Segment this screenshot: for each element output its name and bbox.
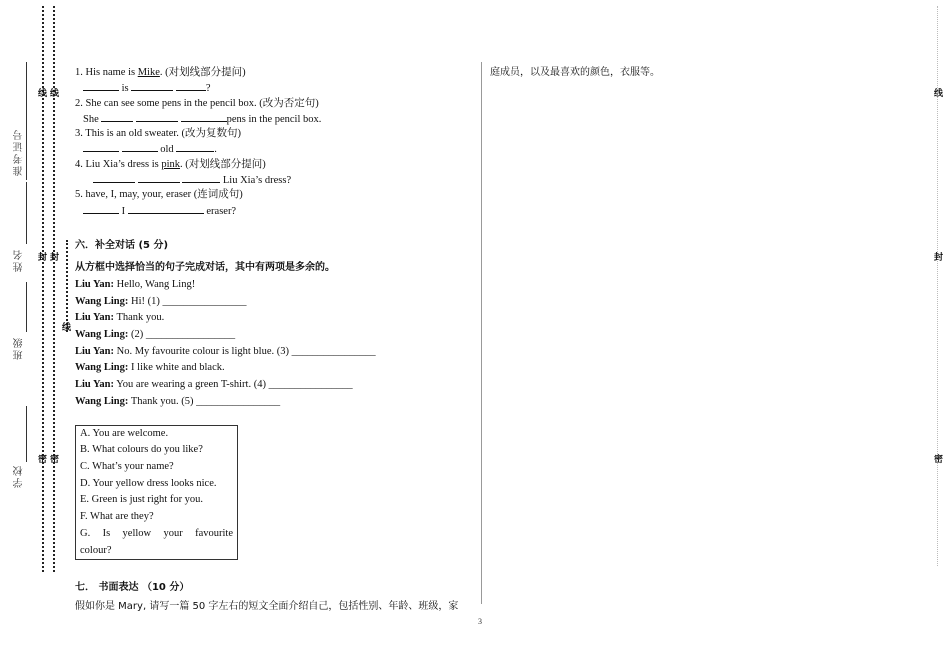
field-rule-school	[26, 406, 27, 462]
section-7-title: 七． 书面表达 （10 分）	[75, 582, 190, 594]
section-7-prompt-cont: 庭成员，以及最喜欢的颜色，衣服等。	[490, 67, 660, 78]
blank[interactable]	[83, 141, 119, 152]
question-4: 4. Liu Xia’s dress is pink. (对划线部分提问)	[75, 158, 266, 170]
underlined-target: Mike	[137, 67, 160, 78]
right-column	[490, 66, 890, 80]
dialog-line: Liu Yan: Thank you.	[75, 312, 165, 324]
option-c: C. What’s your name?	[80, 461, 174, 472]
seal-mark-secret-left: 密	[37, 454, 47, 463]
question-5: 5. have, I, may, your, eraser (连词成句)	[75, 189, 243, 201]
left-column	[75, 66, 475, 615]
blank[interactable]	[176, 141, 214, 152]
dialog	[75, 277, 475, 411]
binding-line-inner2	[66, 240, 68, 332]
option-g-cont: colour?	[80, 544, 112, 556]
option-g: G. Is yellow your favourite	[80, 527, 233, 539]
seal-mark-secret-left2: 密	[49, 454, 59, 463]
option-f: F. What are they?	[80, 511, 154, 523]
answer-line-4: Liu Xia’s dress?	[75, 172, 475, 188]
blank[interactable]	[83, 80, 119, 91]
dialog-line: Wang Ling: Hi! (1) ________________	[75, 295, 247, 307]
column-divider	[481, 62, 482, 604]
question-1: 1. His name is Mike. (对划线部分提问)	[75, 67, 246, 78]
blank[interactable]	[176, 80, 206, 91]
option-e: E. Green is just right for you.	[80, 494, 204, 506]
options-box	[75, 425, 238, 561]
page-number: 3	[478, 617, 482, 626]
answer-line-2: She pens in the pencil box.	[75, 111, 475, 127]
answer-line-5: I eraser?	[75, 203, 475, 219]
seal-mark-line-inner: 线	[61, 322, 71, 331]
blank[interactable]	[128, 203, 204, 214]
label-name: 姓名	[14, 248, 25, 272]
dialog-line: Wang Ling: (2) _________________	[75, 329, 236, 341]
blank[interactable]	[122, 141, 158, 152]
section-6-instruction: 从方框中选择恰当的句子完成对话，其中有两项是多余的。	[75, 261, 335, 273]
underlined-target: pink	[161, 158, 180, 170]
dialog-line: Liu Yan: You are wearing a green T-shirt. (4) ________________	[75, 379, 353, 391]
dialog-line: Wang Ling: I like white and black.	[75, 362, 225, 374]
blank[interactable]	[131, 80, 173, 91]
answer-line-3: old .	[75, 141, 475, 157]
section-7-prompt: 假如你是 Mary, 请写一篇 50 字左右的短文全面介绍自己，包括性别、年龄、班级，家	[75, 601, 459, 613]
section-6-title: 六．补全对话 (5 分)	[75, 239, 169, 251]
option-a: A. You are welcome.	[80, 427, 169, 439]
blank[interactable]	[182, 172, 220, 183]
seal-mark-seal-left: 封	[37, 252, 47, 261]
answer-line-1: is ?	[75, 80, 475, 96]
dialog-line: Wang Ling: Thank you. (5) ________________	[75, 395, 281, 407]
option-b: B. What colours do you like?	[80, 444, 203, 456]
label-exam-id: 准考证号	[14, 128, 25, 176]
seal-mark-line-left: 线	[37, 88, 47, 97]
question-3: 3. This is an old sweater. (改为复数句)	[75, 128, 242, 140]
label-school: 学校	[14, 464, 25, 488]
field-rule-class	[26, 282, 27, 332]
blank[interactable]	[136, 111, 178, 122]
blank[interactable]	[101, 111, 133, 122]
blank[interactable]	[83, 203, 119, 214]
question-2: 2. She can see some pens in the pencil box. (改为否定句)	[75, 97, 319, 109]
blank[interactable]	[93, 172, 135, 183]
seal-mark-seal-left2: 封	[49, 252, 59, 261]
seal-mark-line-right: 线	[933, 88, 943, 97]
seal-mark-line-left2: 线	[49, 88, 59, 97]
blank[interactable]	[181, 111, 227, 122]
seal-mark-seal-right: 封	[933, 252, 943, 261]
option-d: D. Your yellow dress looks nice.	[80, 477, 217, 489]
seal-mark-secret-right: 密	[933, 454, 943, 463]
dialog-line: Liu Yan: No. My favourite colour is light blue. (3) ________________	[75, 345, 376, 357]
blank[interactable]	[138, 172, 180, 183]
dialog-line: Liu Yan: Hello, Wang Ling!	[75, 278, 196, 290]
field-rule-name	[26, 182, 27, 244]
label-class: 班级	[14, 336, 25, 360]
